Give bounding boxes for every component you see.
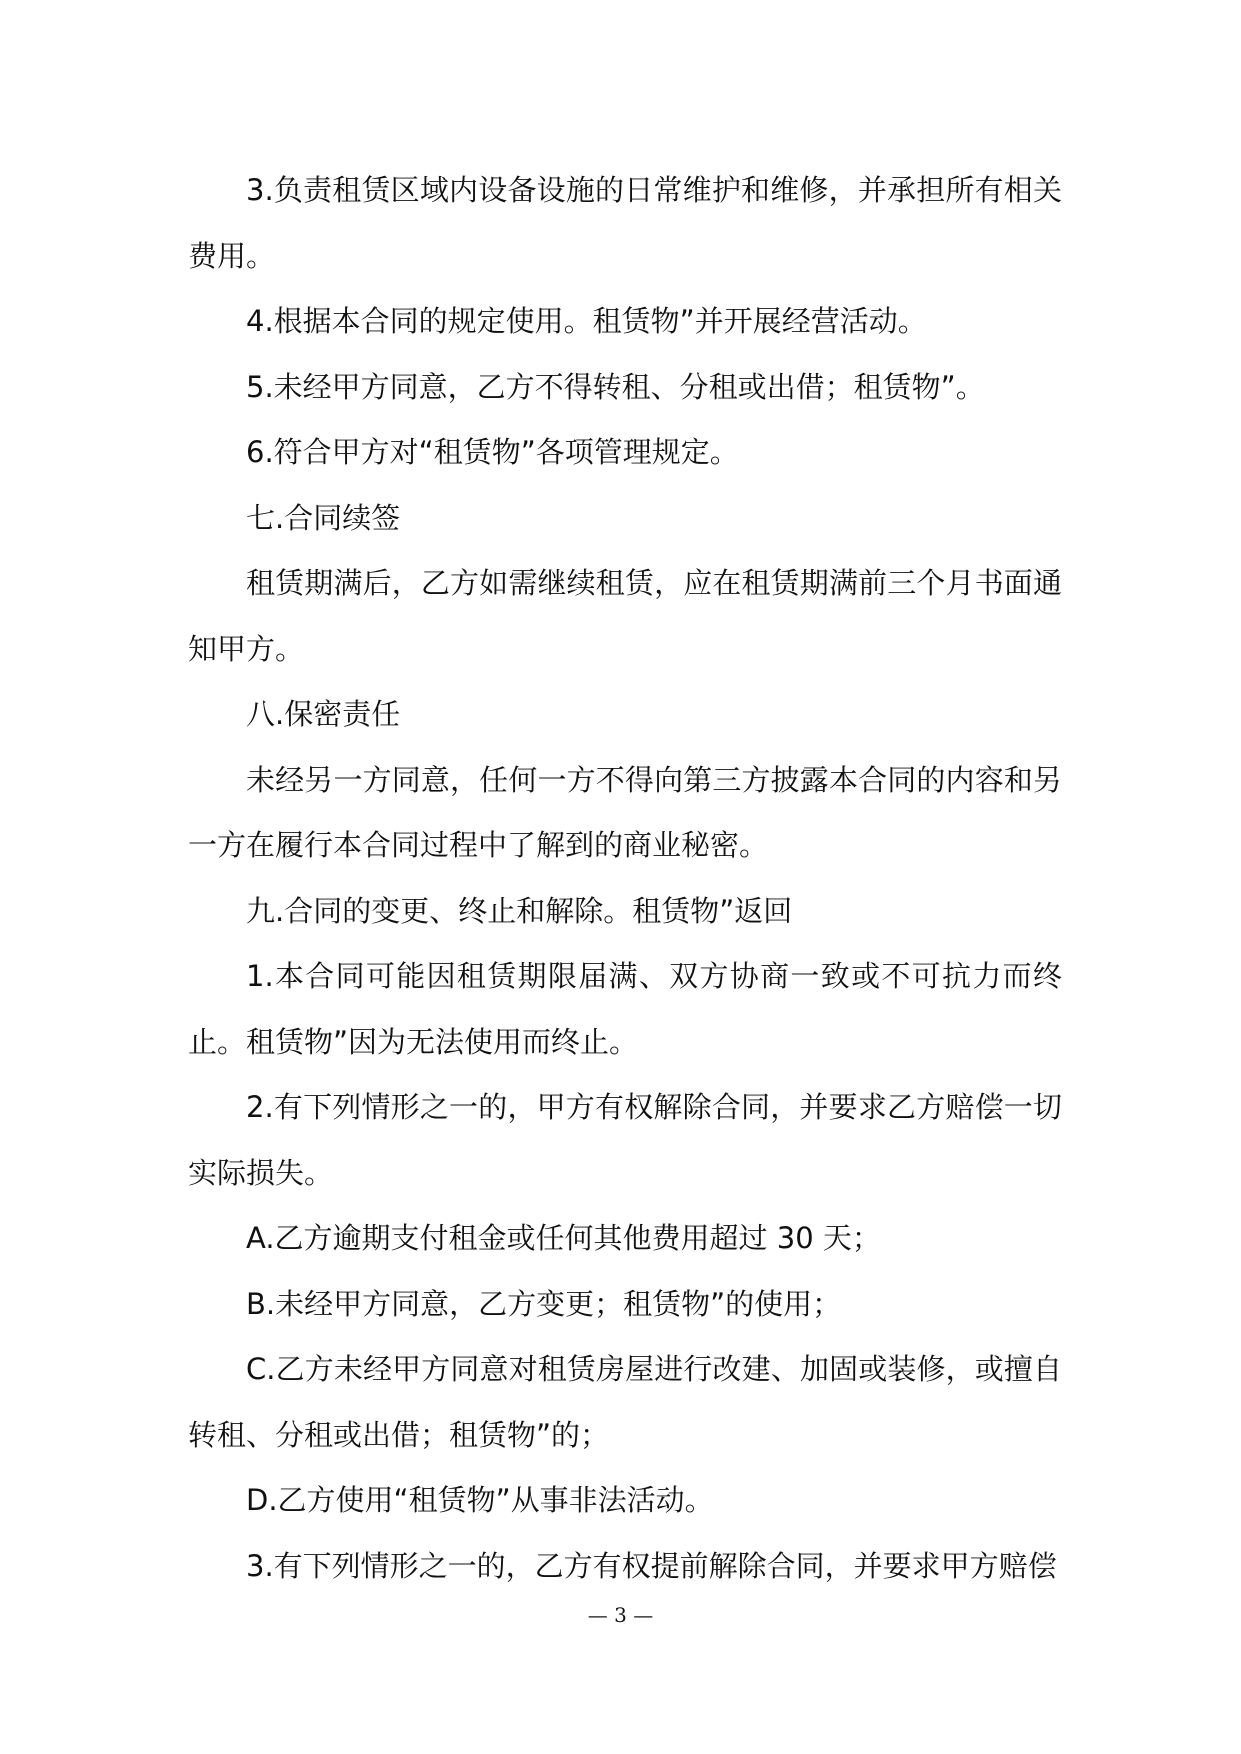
list-item-b: B.未经甲方同意，乙方变更；租赁物”的使用； — [246, 1286, 842, 1321]
section-heading-termination: 九.合同的变更、终止和解除。租赁物”返回 — [246, 893, 793, 928]
paragraph-clause-5-sublease: 5.未经甲方同意，乙方不得转租、分租或出借；租赁物”。 — [246, 369, 985, 404]
paragraph-termination-3: 3.有下列情形之一的，乙方有权提前解除合同，并要求甲方赔偿 — [246, 1548, 1057, 1583]
paragraph-confidentiality: 未经另一方同意，任何一方不得向第三方披露本合同的内容和另一方在履行本合同过程中了解到的商业秘密。 — [188, 762, 1062, 862]
list-item-d: D.乙方使用“租赁物”从事非法活动。 — [246, 1483, 714, 1517]
paragraph-clause-3-maintenance: 3.负责租赁区域内设备设施的日常维护和维修，并承担所有相关费用。 — [188, 173, 1062, 273]
section-heading-confidentiality: 八.保密责任 — [246, 697, 401, 731]
paragraph-termination-1: 1.本合同可能因租赁期限届满、双方协商一致或不可抗力而终止。租赁物”因为无法使用而终止。 — [188, 959, 1062, 1059]
section-heading-renewal: 七.合同续签 — [246, 500, 401, 535]
list-item-a: A.乙方逾期支付租金或任何其他费用超过 30 天； — [246, 1221, 881, 1255]
paragraph-clause-4-usage: 4.根据本合同的规定使用。租赁物”并开展经营活动。 — [246, 304, 927, 338]
list-item-c: C.乙方未经甲方同意对租赁房屋进行改建、加固或装修，或擅自转租、分租或出借；租赁物”的； — [188, 1352, 1062, 1452]
paragraph-clause-6-rules: 6.符合甲方对“租赁物”各项管理规定。 — [246, 435, 739, 469]
paragraph-renewal: 租赁期满后，乙方如需继续租赁，应在租赁期满前三个月书面通知甲方。 — [188, 566, 1062, 666]
document-body — [188, 158, 1062, 1599]
page-number: — 3 — — [587, 1603, 654, 1627]
paragraph-termination-2: 2.有下列情形之一的，甲方有权解除合同，并要求乙方赔偿一切实际损失。 — [188, 1090, 1062, 1190]
